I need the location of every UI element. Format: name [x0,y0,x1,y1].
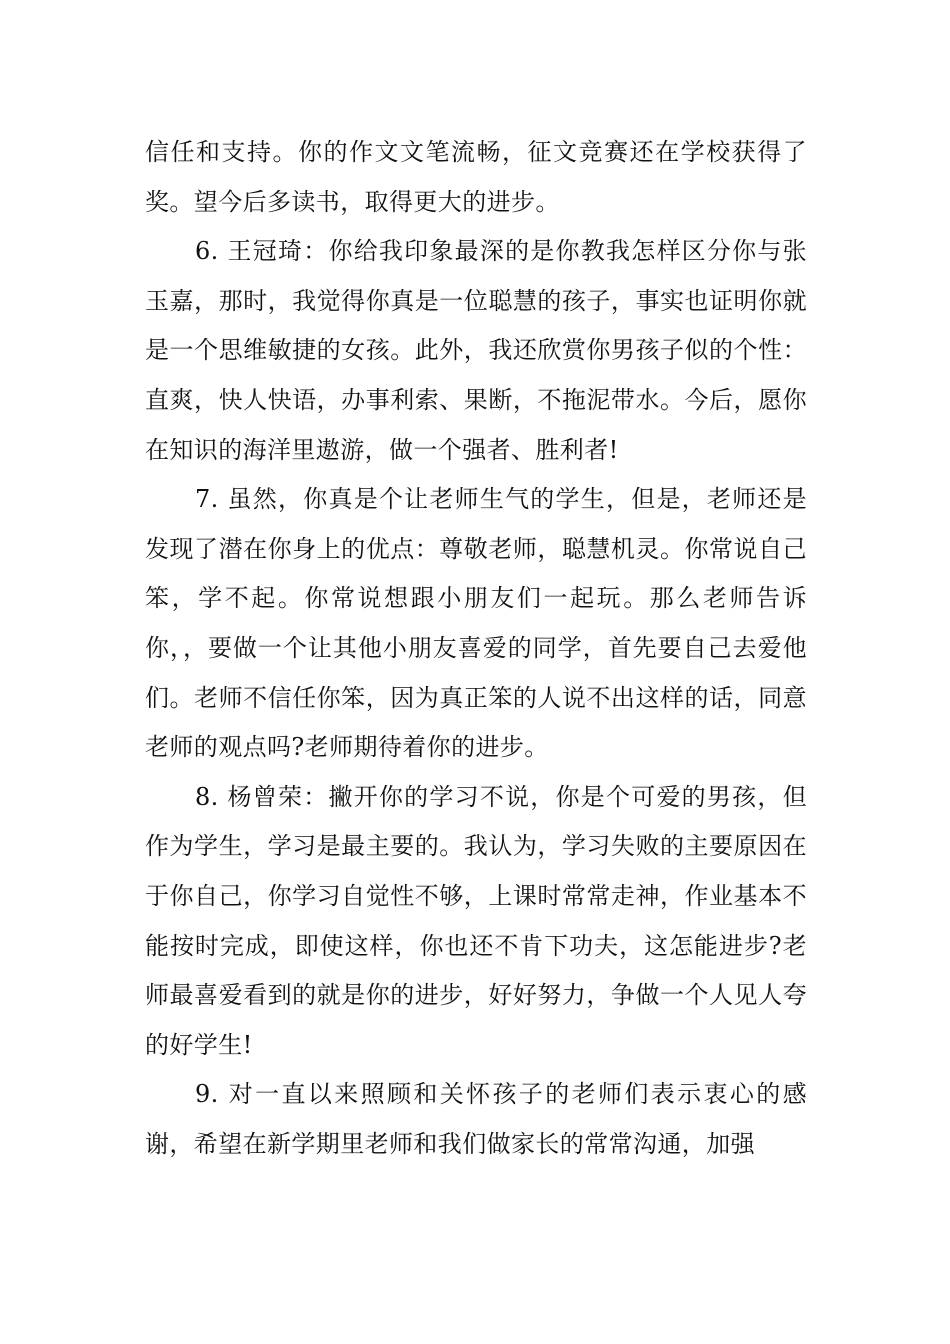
paragraph-item-9: 9. 对一直以来照顾和关怀孩子的老师们表示衷心的感谢，希望在新学期里老师和我们做家长的常常沟通，加强 [145,1080,807,1158]
paragraph-item-8: 8. 杨曾荣：撇开你的学习不说，你是个可爱的男孩，但作为学生，学习是最主要的。我认为，学习失败的主要原因在于你自己，你学习自觉性不够，上课时常常走神，作业基本不能按时完成，即使这样，你也还不肯下功夫，这怎能进步?老师最喜爱看到的就是你的进步，好好努力，争做一个人见人夸的好学生! [145,782,807,1059]
paragraph-item-6: 6. 王冠琦：你给我印象最深的是你教我怎样区分你与张玉嘉，那时，我觉得你真是一位聪慧的孩子，事实也证明你就是一个思维敏捷的女孩。此外，我还欣赏你男孩子似的个性：直爽，快人快语，办事利索、果断，不拖泥带水。今后，愿你在知识的海洋里遨游，做一个强者、胜利者! [145,237,807,464]
paragraph-item-7: 7. 虽然，你真是个让老师生气的学生，但是，老师还是发现了潜在你身上的优点：尊敬老师，聪慧机灵。你常说自己笨，学不起。你常说想跟小朋友们一起玩。那么老师告诉你，，要做一个让其他小朋友喜爱的同学，首先要自己去爱他们。老师不信任你笨，因为真正笨的人说不出这样的话，同意老师的观点吗?老师期待着你的进步。 [145,485,807,762]
paragraph-continuation: 信任和支持。你的作文文笔流畅，征文竞赛还在学校获得了奖。望今后多读书，取得更大的进步。 [145,138,807,216]
document-body [145,128,807,1169]
